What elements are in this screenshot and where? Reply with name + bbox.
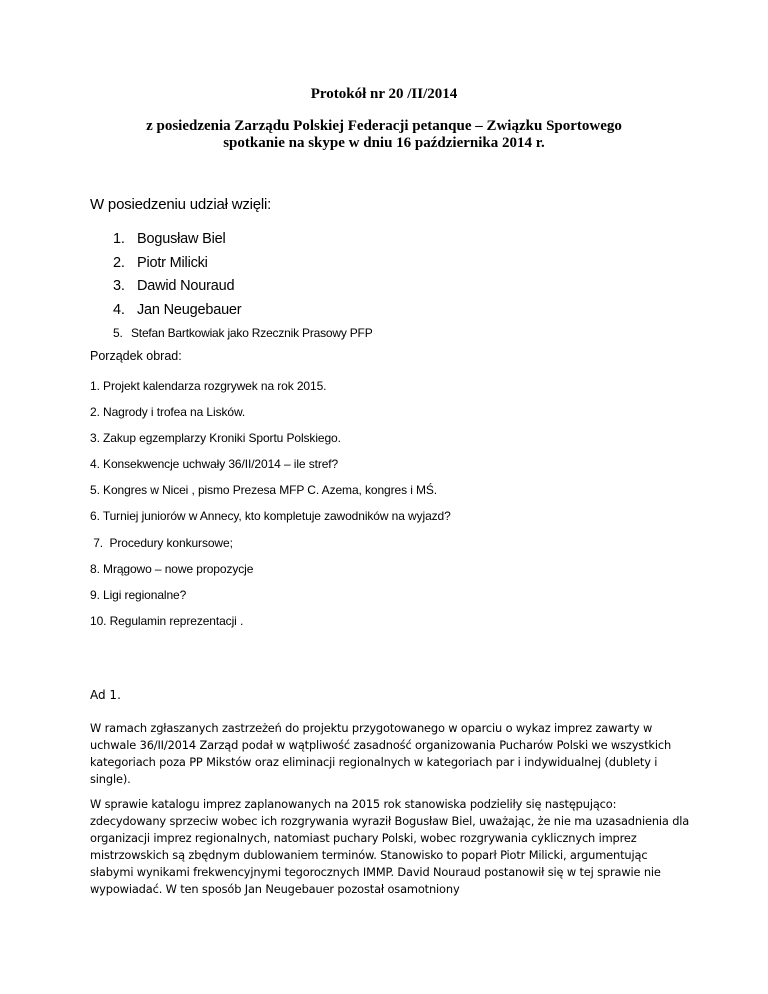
agenda-item: 7. Procedury konkursowe; (90, 535, 233, 550)
participant-name: Dawid Nouraud (137, 278, 235, 294)
subtitle-line-2: spotkanie na skype w dniu 16 października 2014 r. (223, 135, 545, 151)
paragraph-ad1-2: W sprawie katalogu imprez zaplanowanych na 2015 rok stanowiska podzieliły się następująco: zdecydowany sprzeciw wobec ich rozgrywania wyraził Bogusław Biel, uważając, że nie ma uzasadnienia dla organizacji imprez regionalnych, natomiast puchary Polski, wobec rozgrywania cyklicznych imprez mistrzowskich są zbędnym dublowaniem terminów. Stanowisko to poparł Piotr Milicki, argumentując słabymi wynikami frekwencyjnymi tegorocznych IMMP. David Nouraud postanowił się w tej sprawie nie wypowiadać. W ten sposób Jan Neugebauer pozostał osamotniony (90, 797, 690, 896)
section-heading-ad1: Ad 1. (90, 688, 121, 702)
subtitle-line-1: z posiedzenia Zarządu Polskiej Federacji petanque – Związku Sportowego (146, 118, 622, 134)
agenda-item: 2. Nagrody i trofea na Lisków. (90, 405, 246, 420)
agenda-list (90, 373, 451, 634)
participants-list (113, 228, 373, 346)
participant-name: Bogusław Biel (137, 231, 226, 247)
agenda-item: 5. Kongres w Nicei , pismo Prezesa MFP C. Azema, kongres i MŚ. (90, 483, 438, 498)
list-item: 5. Stefan Bartkowiak jako Rzecznik Prasowy PFP (113, 326, 373, 340)
attendance-intro: W posiedzeniu udział wzięli: (90, 196, 272, 213)
document-subtitle (0, 118, 768, 152)
list-item: 2. Piotr Milicki (113, 254, 208, 271)
agenda-item: 1. Projekt kalendarza rozgrywek na rok 2015. (90, 379, 327, 393)
list-item: 1. Bogusław Biel (113, 231, 226, 247)
agenda-item: 10. Regulamin reprezentacji . (90, 613, 244, 628)
agenda-item: 4. Konsekwencje uchwały 36/II/2014 – ile stref? (90, 457, 339, 472)
document-title: Protokół nr 20 /II/2014 (310, 86, 458, 102)
list-item: 3. Dawid Nouraud (113, 278, 235, 294)
agenda-item: 3. Zakup egzemplarzy Kroniki Sportu Polskiego. (90, 431, 341, 446)
participant-name: Stefan Bartkowiak jako Rzecznik Prasowy PFP (131, 326, 373, 340)
paragraph-ad1-1: W ramach zgłaszanych zastrzeżeń do projektu przygotowanego w oparciu o wykaz imprez zawarty w uchwale 36/II/2014 Zarząd podał w wątpliwość zasadność organizowania Pucharów Polski we wszystkich kategoriach poza PP Mikstów oraz eliminacji regionalnych w kategoriach par i indywidualnej (dublety i single). (90, 721, 672, 786)
list-item: 4. Jan Neugebauer (113, 301, 242, 318)
agenda-item: 9. Ligi regionalne? (90, 587, 187, 602)
agenda-item: 6. Turniej juniorów w Annecy, kto kompletuje zawodników na wyjazd? (90, 509, 451, 524)
participant-name: Piotr Milicki (137, 254, 208, 271)
participant-name: Jan Neugebauer (137, 301, 242, 318)
agenda-item: 8. Mrągowo – nowe propozycje (90, 561, 254, 576)
agenda-title: Porządek obrad: (90, 349, 182, 363)
